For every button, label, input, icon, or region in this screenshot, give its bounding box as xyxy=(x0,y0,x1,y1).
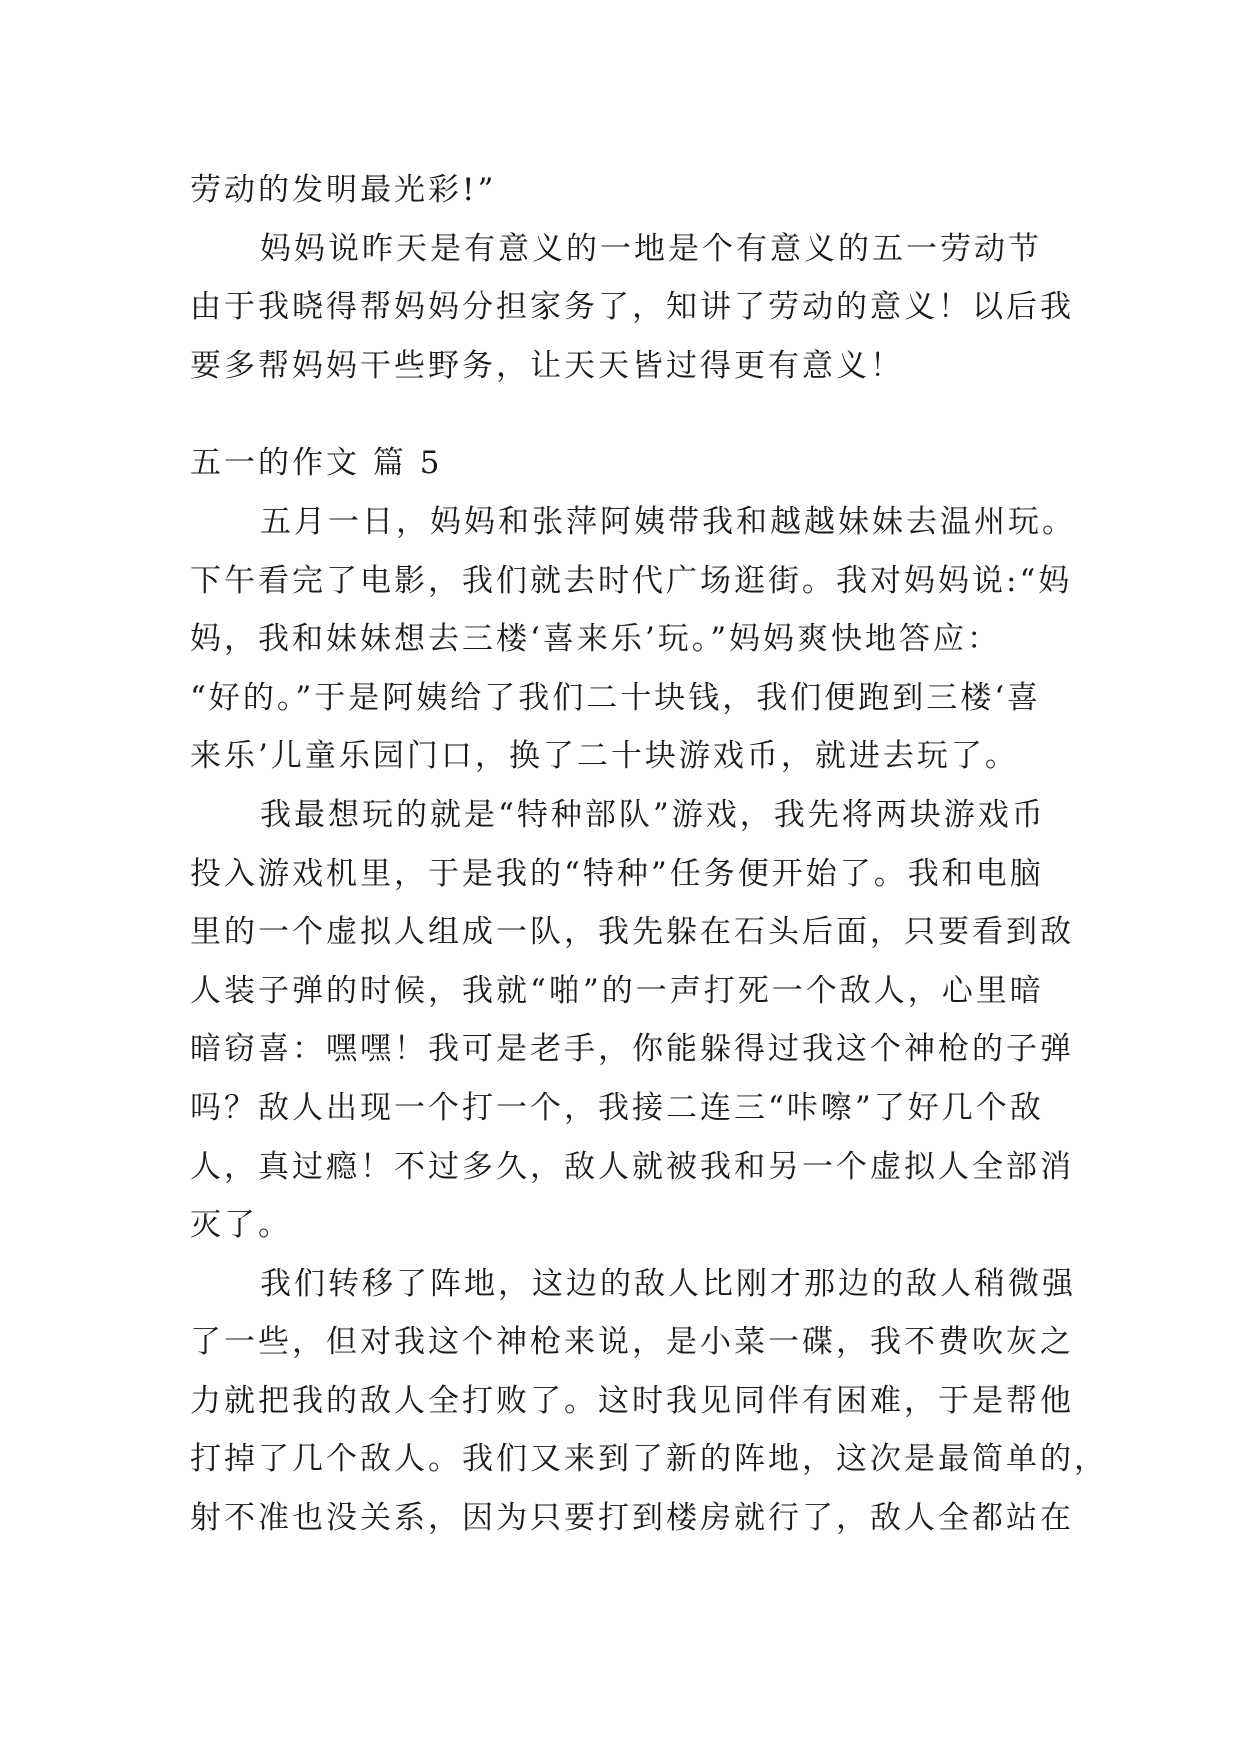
section-gap xyxy=(190,395,1070,434)
paragraph xyxy=(190,786,1074,1255)
paragraph-line: 妈妈说昨天是有意义的一地是个有意义的五一劳动节 xyxy=(260,230,1042,267)
paragraph-line: 灭了。 xyxy=(190,1207,292,1244)
paragraph-line: 五月一日，妈妈和张萍阿姨带我和越越妹妹去温州玩。 xyxy=(260,503,1076,540)
paragraph-line: 要多帮妈妈干些野务，让天天皆过得更有意义！ xyxy=(190,347,904,384)
paragraph-line: 妈，我和妹妹想去三楼‘喜来乐’玩。”妈妈爽快地答应： xyxy=(190,621,1002,658)
paragraph-line: 我们转移了阵地，这边的敌人比刚才那边的敌人稍微强 xyxy=(260,1265,1076,1302)
document-body xyxy=(190,161,1108,1548)
paragraph-line: 暗窃喜：嘿嘿！我可是老手，你能躲得过我这个神枪的子弹 xyxy=(190,1031,1074,1068)
section-title: 五一的作文 篇 5 xyxy=(190,445,443,482)
paragraph-line: 力就把我的敌人全打败了。这时我见同伴有困难，于是帮他 xyxy=(190,1382,1074,1419)
paragraph-line: 由于我晓得帮妈妈分担家务了，知讲了劳动的意义！以后我 xyxy=(190,289,1074,326)
paragraph-line: 打掉了几个敌人。我们又来到了新的阵地，这次是最简单的， xyxy=(190,1441,1108,1478)
paragraph xyxy=(190,493,1076,786)
paragraph-line: 劳动的发明最光彩!” xyxy=(190,172,497,208)
paragraph-line: 投入游戏机里，于是我的“特种”任务便开始了。我和电脑 xyxy=(190,855,1044,892)
paragraph xyxy=(190,1255,1108,1548)
paragraph-line: 下午看完了电影，我们就去时代广场逛街。我对妈妈说:“妈 xyxy=(190,562,1073,599)
paragraph-line: 了一些，但对我这个神枪来说，是小菜一碟，我不费吹灰之 xyxy=(190,1324,1074,1361)
paragraph-line: 射不准也没关系，因为只要打到楼房就行了，敌人全都站在 xyxy=(190,1500,1074,1537)
paragraph-line: 吗？敌人出现一个打一个，我接二连三“咔嚓”了好几个敌 xyxy=(190,1089,1044,1126)
paragraph-line: 人装子弹的时候，我就“啪”的一声打死一个敌人，心里暗 xyxy=(190,972,1044,1009)
paragraph-line: “好的。”于是阿姨给了我们二十块钱，我们便跑到三楼‘喜 xyxy=(190,679,1042,716)
paragraph-line: 我最想玩的就是“特种部队”游戏，我先将两块游戏币 xyxy=(260,796,1046,833)
paragraph-line: 来乐’儿童乐园门口，换了二十块游戏币，就进去玩了。 xyxy=(190,738,1019,775)
paragraph-line: 人，真过瘾！不过多久，敌人就被我和另一个虚拟人全部消 xyxy=(190,1148,1074,1185)
paragraph xyxy=(190,220,1074,396)
paragraph-line: 里的一个虚拟人组成一队，我先躲在石头后面，只要看到敌 xyxy=(190,914,1074,951)
